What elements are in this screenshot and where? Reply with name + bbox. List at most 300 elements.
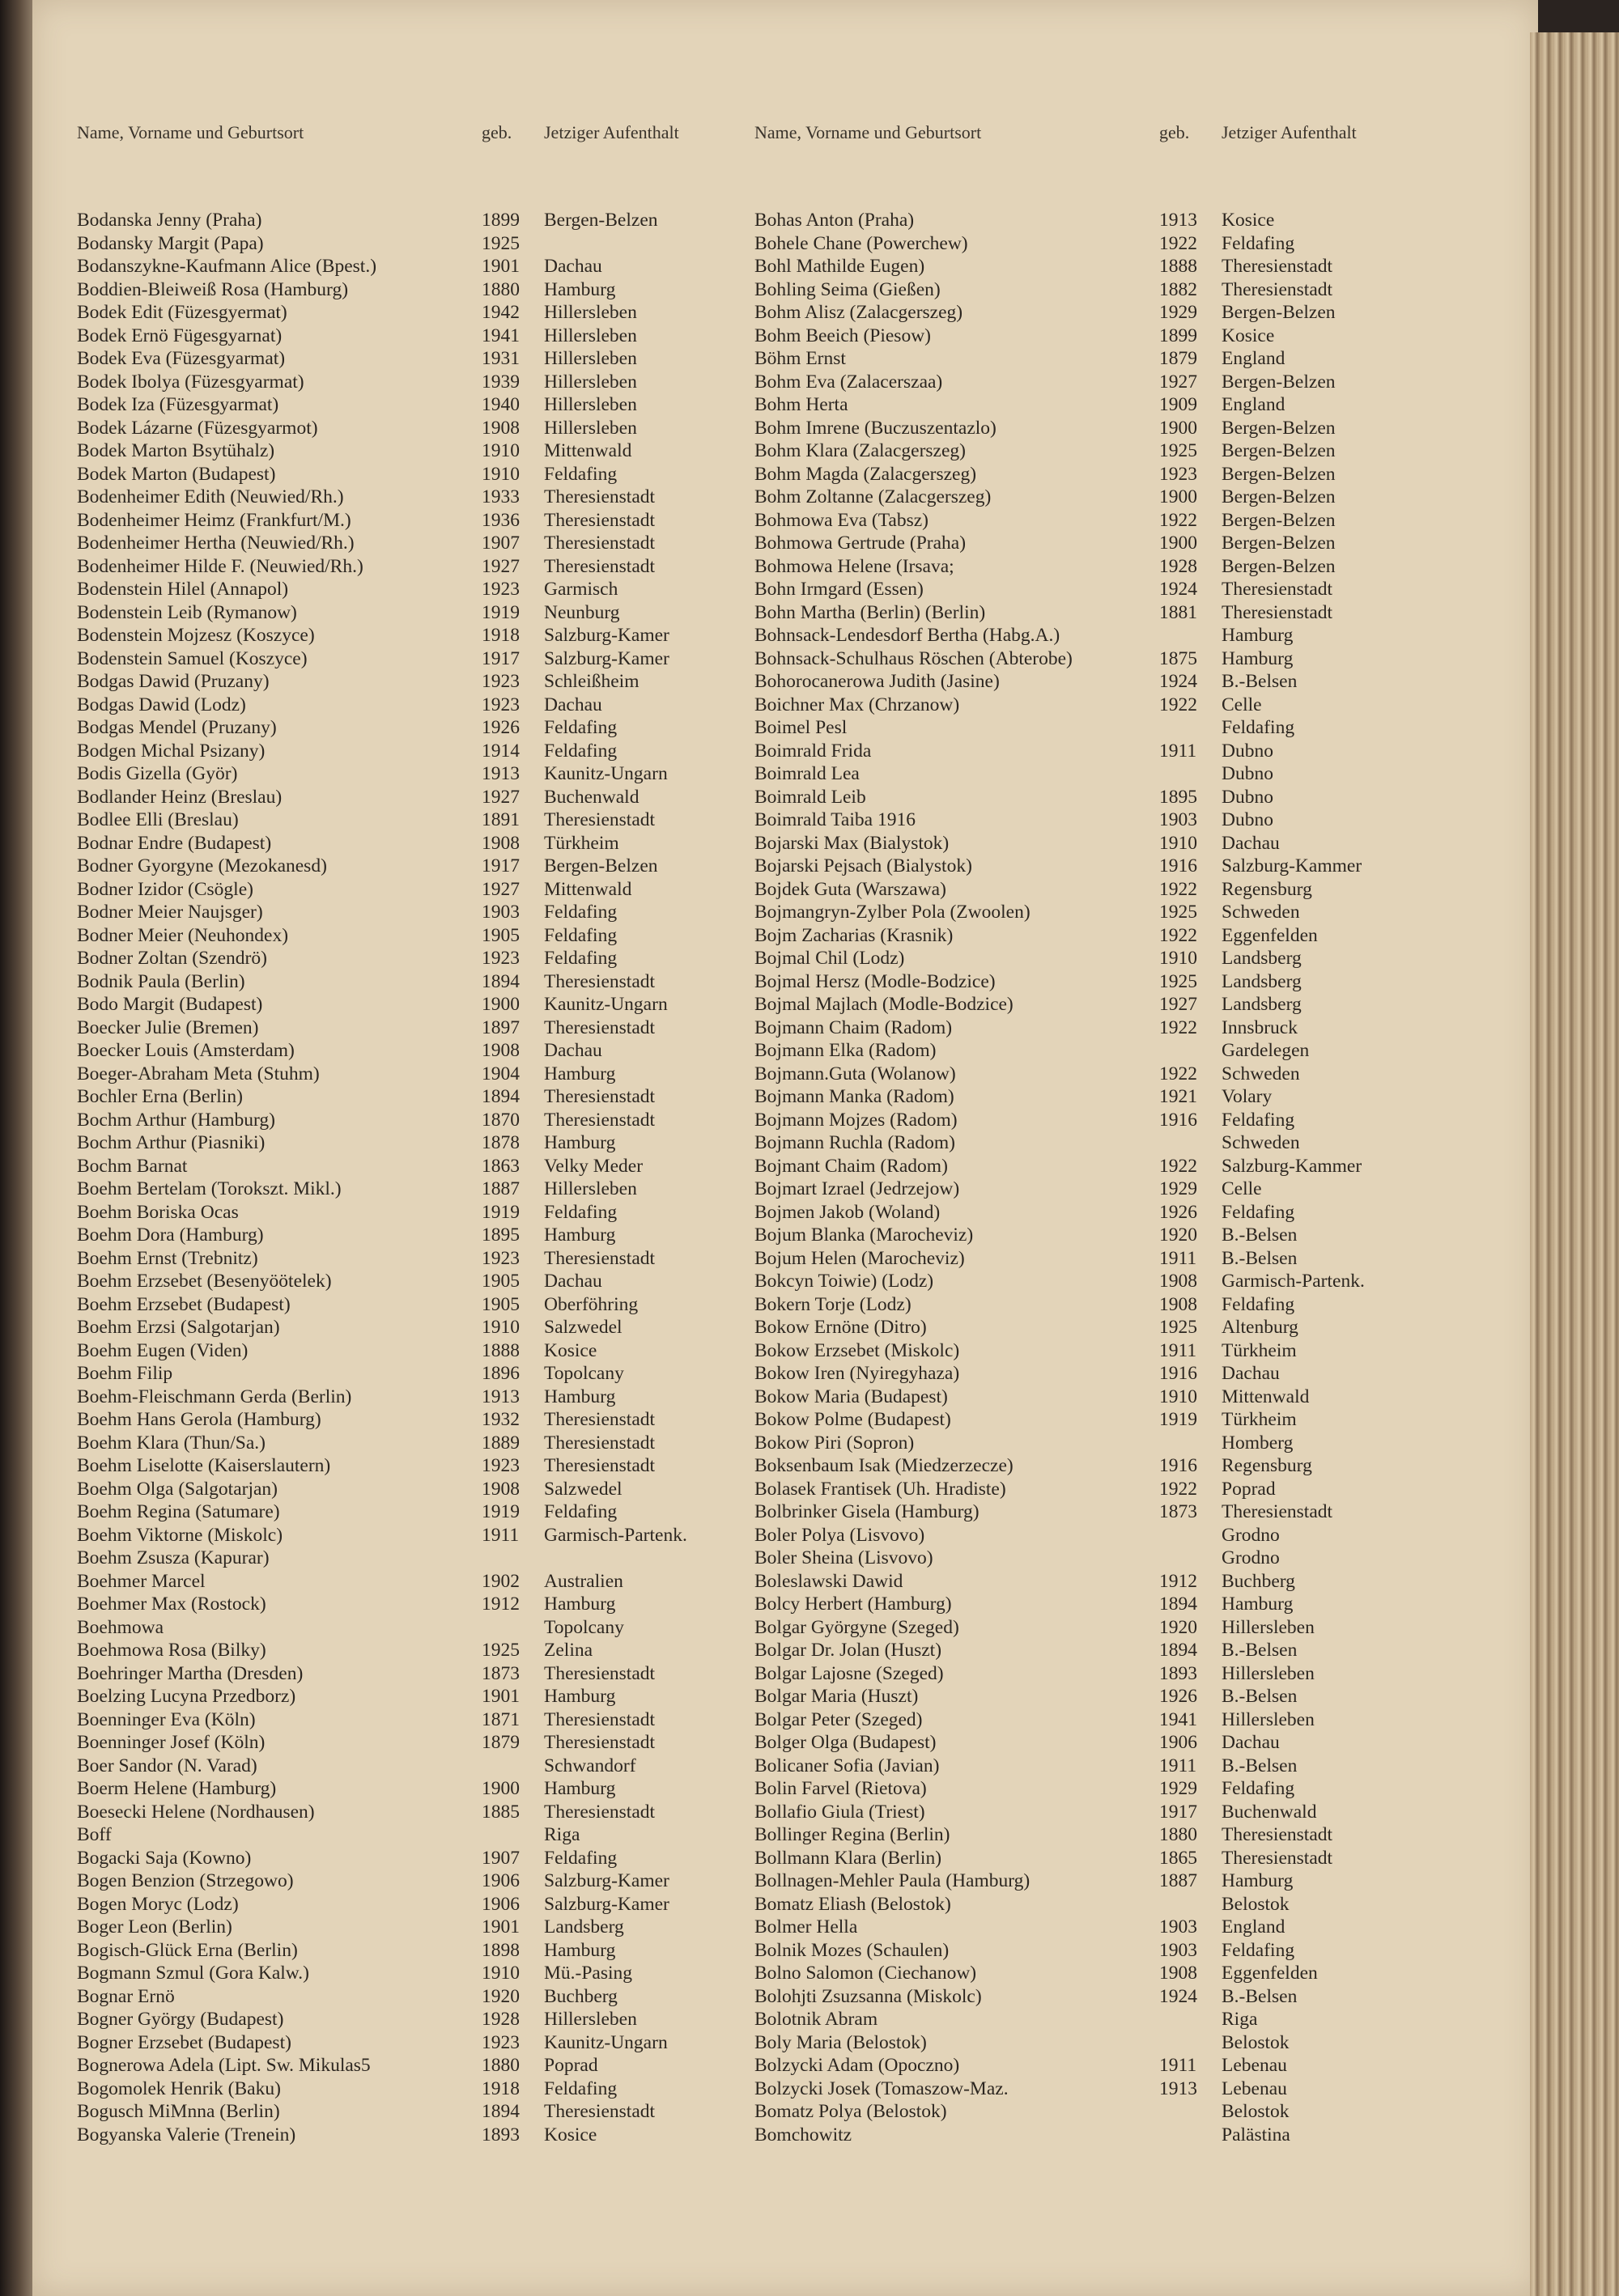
table-row (77, 301, 761, 325)
entry-name: Bojmann Elka (Radom) (754, 1040, 937, 1061)
entry-location: Theresienstadt (544, 1801, 656, 1823)
entry-location: Bergen-Belzen (544, 210, 658, 231)
entry-location: Hillersleben (544, 2009, 637, 2030)
entry-location: B.-Belsen (1222, 1247, 1298, 1269)
entry-name: Boeger-Abraham Meta (Stuhm) (77, 1063, 320, 1084)
entry-location: England (1222, 394, 1285, 415)
entry-name: Boecker Julie (Bremen) (77, 1016, 259, 1038)
entry-location: Zelina (544, 1640, 593, 1661)
entry-location: B.-Belsen (1222, 1755, 1298, 1776)
entry-location: Feldafing (1222, 1201, 1295, 1223)
entry-location: Eggenfelden (1222, 924, 1318, 946)
entry-birth-year: 1910 (482, 440, 520, 461)
table-row (77, 786, 761, 809)
table-row (77, 1962, 761, 1985)
entry-location: Theresienstadt (544, 1432, 656, 1454)
entry-name: Bollafio Giula (Triest) (754, 1801, 925, 1823)
entry-location: Türkheim (1222, 1409, 1297, 1430)
table-row (754, 278, 1438, 302)
left-column (77, 121, 761, 2146)
entry-birth-year: 1920 (482, 1985, 520, 2007)
entry-location: Topolcany (544, 1616, 624, 1638)
table-row (77, 1224, 761, 1247)
table-row (754, 347, 1438, 371)
table-row (754, 993, 1438, 1016)
table-row (754, 1432, 1438, 1455)
entry-name: Boehmowa Rosa (Bilky) (77, 1640, 266, 1661)
table-row (754, 670, 1438, 694)
entry-location: Australien (544, 1570, 623, 1592)
entry-location: Hamburg (544, 1132, 616, 1153)
entry-location: Bergen-Belzen (1222, 371, 1336, 393)
entry-location: Feldafing (544, 463, 618, 485)
entry-location: Hamburg (544, 1386, 616, 1407)
entry-birth-year: 1895 (1159, 786, 1197, 808)
entry-birth-year: 1910 (1159, 1386, 1197, 1407)
table-row (754, 509, 1438, 533)
entry-name: Bogen Benzion (Strzegowo) (77, 1870, 294, 1891)
table-row (77, 647, 761, 671)
entry-location: Bergen-Belzen (544, 855, 658, 876)
table-row (77, 578, 761, 601)
entry-location: Poprad (544, 2055, 598, 2076)
entry-location: Kosice (1222, 210, 1275, 231)
table-row (754, 832, 1438, 855)
entry-location: Kaunitz-Ungarn (544, 763, 668, 784)
entry-birth-year (1159, 2008, 1222, 2031)
entry-name: Bogacki Saja (Kowno) (77, 1847, 252, 1869)
entry-birth-year: 1905 (482, 924, 520, 946)
table-row (77, 1801, 761, 1824)
entry-birth-year (1159, 716, 1222, 740)
entry-location: Theresienstadt (544, 486, 656, 507)
table-row (77, 1109, 761, 1132)
entry-location: Theresienstadt (1222, 1501, 1333, 1522)
entry-name: Bodanszykne-Kaufmann Alice (Bpest.) (77, 256, 377, 277)
table-row (77, 901, 761, 924)
entry-name: Bojdek Guta (Warszawa) (754, 878, 946, 900)
table-row (77, 1570, 761, 1594)
table-row (77, 947, 761, 970)
entry-birth-year: 1923 (1159, 463, 1197, 485)
entry-name: Bokern Torje (Lodz) (754, 1293, 911, 1315)
table-row (754, 1386, 1438, 1409)
entry-birth-year: 1925 (1159, 440, 1197, 461)
entry-name: Boddien-Bleiweiß Rosa (Hamburg) (77, 278, 349, 300)
entry-name: Bodgas Mendel (Pruzany) (77, 717, 277, 738)
header-location: Jetziger Aufenthalt (544, 122, 679, 142)
entry-birth-year: 1871 (482, 1708, 520, 1730)
entry-birth-year: 1903 (1159, 809, 1197, 830)
entry-location: Theresienstadt (1222, 579, 1333, 600)
entry-location: Topolcany (544, 1363, 624, 1384)
table-row (754, 762, 1438, 786)
entry-location: Dubno (1222, 786, 1273, 808)
entry-name: Boer Sandor (N. Varad) (77, 1755, 257, 1776)
entry-location: Buchberg (544, 1985, 618, 2007)
entry-location: Dachau (1222, 1363, 1280, 1384)
entry-name: Bodek Edit (Füzesgyermat) (77, 302, 287, 323)
entry-name: Bohmowa Gertrude (Praha) (754, 533, 967, 554)
entry-location: Schwandorf (544, 1755, 636, 1776)
entry-location: Hamburg (1222, 647, 1294, 669)
entry-birth-year: 1901 (482, 1916, 520, 1937)
table-row (77, 555, 761, 579)
table-row (77, 1823, 761, 1847)
entry-birth-year: 1908 (1159, 1963, 1197, 1984)
entry-location: Theresienstadt (544, 1409, 656, 1430)
table-row (77, 532, 761, 555)
left-column-header (77, 121, 761, 170)
table-row (754, 1270, 1438, 1293)
entry-birth-year: 1896 (482, 1363, 520, 1384)
entry-birth-year: 1914 (482, 740, 520, 762)
entry-birth-year: 1941 (1159, 1708, 1197, 1730)
entry-location: Theresienstadt (544, 533, 656, 554)
table-row (754, 1478, 1438, 1501)
table-row (77, 1708, 761, 1732)
table-row (754, 255, 1438, 278)
entry-birth-year (1159, 1893, 1222, 1916)
entry-name: Bolin Farvel (Rietova) (754, 1778, 927, 1799)
table-row (77, 417, 761, 440)
table-row (77, 1985, 761, 2009)
table-row (77, 670, 761, 694)
entry-birth-year: 1893 (1159, 1662, 1197, 1684)
entry-birth-year: 1905 (482, 1271, 520, 1292)
entry-birth-year: 1889 (482, 1432, 520, 1454)
entry-name: Boehmer Max (Rostock) (77, 1594, 266, 1615)
entry-location: Neunburg (544, 601, 620, 623)
table-row (754, 924, 1438, 948)
entry-name: Bolgar Lajosne (Szeged) (754, 1662, 944, 1684)
table-row (754, 694, 1438, 717)
table-row (754, 555, 1438, 579)
entry-location: Feldafing (544, 1201, 618, 1223)
table-row (754, 647, 1438, 671)
entry-birth-year: 1919 (482, 1501, 520, 1522)
entry-birth-year: 1882 (1159, 278, 1197, 300)
entry-birth-year: 1904 (482, 1063, 520, 1084)
table-row (754, 1777, 1438, 1801)
entry-name: Bohm Alisz (Zalacgerszeg) (754, 302, 963, 323)
entry-birth-year: 1880 (482, 2055, 520, 2076)
entry-location: Theresienstadt (1222, 1847, 1333, 1869)
entry-name: Boehm Hans Gerola (Hamburg) (77, 1409, 321, 1430)
table-row (77, 2054, 761, 2077)
entry-name: Bochm Arthur (Piasniki) (77, 1132, 266, 1153)
entry-name: Bojmann Manka (Radom) (754, 1086, 954, 1107)
table-row (754, 1408, 1438, 1432)
entry-location: Hillersleben (1222, 1616, 1315, 1638)
entry-birth-year (1159, 1547, 1222, 1570)
entry-location: Hillersleben (544, 348, 637, 369)
entry-name: Boksenbaum Isak (Miedzerzecze) (754, 1455, 1013, 1476)
entry-birth-year: 1909 (1159, 394, 1197, 415)
table-row (754, 1316, 1438, 1339)
entry-name: Boimrald Taiba 1916 (754, 809, 916, 830)
entry-name: Boehm Zsusza (Kapurar) (77, 1547, 270, 1568)
entry-location: Salzburg-Kamer (544, 647, 669, 669)
entry-birth-year (482, 1823, 544, 1847)
table-row (754, 532, 1438, 555)
entry-birth-year: 1908 (482, 1040, 520, 1061)
table-row (77, 1869, 761, 1893)
entry-birth-year: 1900 (1159, 486, 1197, 507)
entry-name: Bojum Helen (Marocheviz) (754, 1247, 965, 1269)
entry-name: Bojmen Jakob (Woland) (754, 1201, 941, 1223)
entry-birth-year: 1903 (1159, 1939, 1197, 1961)
table-row (77, 832, 761, 855)
entry-location: Eggenfelden (1222, 1963, 1318, 1984)
entry-name: Bollmann Klara (Berlin) (754, 1847, 942, 1869)
entry-birth-year: 1902 (482, 1570, 520, 1592)
table-row (754, 2077, 1438, 2101)
header-name: Name, Vorname und Geburtsort (754, 122, 982, 142)
entry-birth-year: 1912 (482, 1594, 520, 1615)
table-row (77, 1316, 761, 1339)
entry-birth-year: 1923 (482, 579, 520, 600)
entry-name: Boly Maria (Belostok) (754, 2031, 927, 2053)
entry-birth-year: 1922 (1159, 924, 1197, 946)
entry-birth-year: 1929 (1159, 302, 1197, 323)
table-row (77, 1016, 761, 1040)
entry-name: Boelzing Lucyna Przedborz) (77, 1686, 296, 1707)
entry-name: Bojmant Chaim (Radom) (754, 1155, 948, 1177)
entry-birth-year: 1916 (1159, 1363, 1197, 1384)
table-row (754, 1801, 1438, 1824)
entry-location: Kosice (544, 1339, 597, 1361)
table-row (754, 1570, 1438, 1594)
entry-name: Bodenstein Mojzesz (Koszyce) (77, 625, 315, 646)
table-row (77, 1916, 761, 1939)
entry-birth-year: 1910 (482, 1317, 520, 1338)
entry-location: Hillersleben (544, 394, 637, 415)
entry-name: Bohn Irmgard (Essen) (754, 579, 924, 600)
entry-birth-year: 1873 (1159, 1501, 1197, 1522)
entry-location: Innsbruck (1222, 1016, 1298, 1038)
entry-location: Volary (1222, 1086, 1273, 1107)
entry-birth-year: 1893 (482, 2124, 520, 2145)
entry-birth-year: 1919 (482, 601, 520, 623)
entry-name: Bolgar Dr. Jolan (Huszt) (754, 1640, 942, 1661)
entry-location: Garmisch-Partenk. (1222, 1271, 1365, 1292)
entry-location: Feldafing (544, 1847, 618, 1869)
table-row (754, 1662, 1438, 1686)
table-row (754, 393, 1438, 417)
entry-name: Bodenheimer Heimz (Frankfurt/M.) (77, 509, 351, 531)
entry-birth-year: 1911 (1159, 2055, 1197, 2076)
table-row (754, 1039, 1438, 1063)
entry-location: Dachau (544, 1040, 602, 1061)
entry-location: Theresienstadt (544, 1732, 656, 1753)
entry-location: Belostok (1222, 1893, 1290, 1915)
entry-name: Bolcy Herbert (Hamburg) (754, 1594, 952, 1615)
entry-birth-year: 1917 (1159, 1801, 1197, 1823)
entry-location: Bergen-Belzen (1222, 417, 1336, 439)
entry-birth-year: 1913 (1159, 210, 1197, 231)
entry-name: Bogen Moryc (Lodz) (77, 1893, 239, 1915)
entry-name: Boleslawski Dawid (754, 1570, 903, 1592)
entry-birth-year: 1925 (1159, 1317, 1197, 1338)
entry-location: Feldafing (544, 2077, 618, 2099)
entry-name: Boehm Erzsi (Salgotarjan) (77, 1317, 280, 1338)
table-row (77, 1131, 761, 1155)
entry-location: Theresienstadt (544, 2101, 656, 2122)
entry-name: Boehm Regina (Satumare) (77, 1501, 280, 1522)
table-row (77, 740, 761, 763)
table-row (754, 2124, 1438, 2147)
table-row (77, 1524, 761, 1547)
entry-birth-year: 1887 (482, 1178, 520, 1199)
entry-location: Homberg (1222, 1432, 1294, 1454)
entry-location: Schweden (1222, 902, 1300, 923)
entry-name: Bodek Lázarne (Füzesgyarmot) (77, 417, 318, 439)
entry-name: Bochler Erna (Berlin) (77, 1086, 243, 1107)
table-row (754, 1454, 1438, 1478)
entry-location: Belostok (1222, 2101, 1290, 2122)
entry-birth-year: 1906 (1159, 1732, 1197, 1753)
entry-name: Bohm Zoltanne (Zalacgerszeg) (754, 486, 992, 507)
entry-birth-year: 1929 (1159, 1178, 1197, 1199)
table-row (754, 1685, 1438, 1708)
entry-birth-year: 1905 (482, 1293, 520, 1315)
entry-name: Boehm Erzsebet (Besenyöötelek) (77, 1271, 332, 1292)
entry-location: Mittenwald (544, 878, 632, 900)
entry-name: Bodlander Heinz (Breslau) (77, 786, 283, 808)
table-row (77, 716, 761, 740)
entry-location: Oberföhring (544, 1293, 639, 1315)
table-row (77, 2100, 761, 2124)
entry-name: Bodenheimer Hertha (Neuwied/Rh.) (77, 533, 355, 554)
entry-birth-year: 1921 (1159, 1086, 1197, 1107)
entry-location: Landsberg (1222, 994, 1302, 1015)
entry-birth-year (1159, 2124, 1222, 2147)
entry-location: Theresienstadt (544, 1016, 656, 1038)
table-row (77, 1408, 761, 1432)
entry-birth-year: 1908 (482, 417, 520, 439)
entry-name: Boehringer Martha (Dresden) (77, 1662, 304, 1684)
table-row (754, 1524, 1438, 1547)
table-row (77, 255, 761, 278)
entry-location: Theresienstadt (544, 1662, 656, 1684)
entry-birth-year: 1927 (482, 555, 520, 577)
entry-location: Mittenwald (544, 440, 632, 461)
entry-name: Bokow Erzsebet (Miskolc) (754, 1339, 960, 1361)
entry-birth-year: 1924 (1159, 579, 1197, 600)
entry-birth-year (1159, 2031, 1222, 2055)
entry-name: Bodenstein Leib (Rymanow) (77, 601, 297, 623)
table-row (77, 509, 761, 533)
table-row (77, 2124, 761, 2147)
entry-name: Bojm Zacharias (Krasnik) (754, 924, 954, 946)
entry-location: Feldafing (1222, 1293, 1295, 1315)
entry-location: Feldafing (1222, 717, 1295, 738)
entry-location: Dachau (544, 256, 602, 277)
entry-location: Theresienstadt (1222, 1824, 1333, 1845)
table-row (77, 1639, 761, 1662)
entry-birth-year: 1888 (482, 1339, 520, 1361)
entry-birth-year: 1910 (1159, 948, 1197, 969)
entry-location: England (1222, 1916, 1285, 1937)
entry-location: Bergen-Belzen (1222, 463, 1336, 485)
entry-birth-year: 1910 (482, 463, 520, 485)
entry-name: Boler Sheina (Lisvovo) (754, 1547, 933, 1568)
entry-birth-year: 1941 (482, 325, 520, 346)
table-row (754, 2031, 1438, 2055)
entry-location: Salzburg-Kamer (544, 625, 669, 646)
entry-location: Salzburg-Kammer (1222, 855, 1362, 876)
entry-location: Buchenwald (544, 786, 640, 808)
entry-birth-year: 1913 (1159, 2077, 1197, 2099)
table-row (77, 1201, 761, 1224)
entry-location: Hillersleben (1222, 1708, 1315, 1730)
entry-name: Bodgas Dawid (Pruzany) (77, 671, 270, 692)
entry-location: Salzwedel (544, 1317, 623, 1338)
entry-location: Bergen-Belzen (1222, 555, 1336, 577)
entry-location: Kaunitz-Ungarn (544, 994, 668, 1015)
header-year: geb. (482, 122, 512, 142)
entry-birth-year: 1912 (1159, 1570, 1197, 1592)
entry-location (544, 1547, 761, 1570)
entry-name: Bohm Magda (Zalacgerszeg) (754, 463, 977, 485)
entry-name: Bolnik Mozes (Schaulen) (754, 1939, 950, 1961)
right-column (754, 121, 1438, 2146)
entry-location: Theresienstadt (544, 1247, 656, 1269)
entry-location: Landsberg (544, 1916, 624, 1937)
table-row (754, 808, 1438, 832)
entry-location: Lebenau (1222, 2077, 1287, 2099)
entry-name: Bojmangryn-Zylber Pola (Zwoolen) (754, 902, 1030, 923)
table-row (754, 1593, 1438, 1616)
entry-location: Dubno (1222, 809, 1273, 830)
entry-birth-year: 1932 (482, 1409, 520, 1430)
table-row (754, 1293, 1438, 1317)
entry-name: Boecker Louis (Amsterdam) (77, 1040, 295, 1061)
entry-name: Boehm-Fleischmann Gerda (Berlin) (77, 1386, 352, 1407)
entry-name: Bohnsack-Schulhaus Röschen (Abterobe) (754, 647, 1073, 669)
entry-location: Feldafing (544, 948, 618, 969)
table-row (754, 601, 1438, 625)
entry-name: Boesecki Helene (Nordhausen) (77, 1801, 315, 1823)
entry-name: Boehm Liselotte (Kaiserslautern) (77, 1455, 331, 1476)
entry-location: England (1222, 348, 1285, 369)
entry-name: Bohmowa Eva (Tabsz) (754, 509, 929, 531)
table-row (754, 2054, 1438, 2077)
right-column-header (754, 121, 1438, 170)
entry-birth-year: 1913 (482, 1386, 520, 1407)
table-row (77, 325, 761, 348)
entry-name: Bodek Eva (Füzesgyarmat) (77, 348, 286, 369)
table-row (77, 1085, 761, 1109)
entry-location: Garmisch (544, 579, 618, 600)
entry-name: Boehmowa (77, 1616, 164, 1638)
entry-birth-year: 1908 (1159, 1293, 1197, 1315)
entry-location: Salzburg-Kamer (544, 1870, 669, 1891)
entry-location: Landsberg (1222, 970, 1302, 992)
entry-name: Bolbrinker Gisela (Hamburg) (754, 1501, 979, 1522)
table-row (77, 1500, 761, 1524)
table-row (754, 1847, 1438, 1870)
entry-name: Boff (77, 1824, 112, 1845)
table-row (754, 301, 1438, 325)
entry-birth-year: 1885 (482, 1801, 520, 1823)
right-rows (754, 209, 1438, 2146)
entry-birth-year: 1922 (1159, 232, 1197, 254)
entry-name: Bodis Gizella (Györ) (77, 763, 238, 784)
entry-location: Theresienstadt (1222, 278, 1333, 300)
entry-location: Theresienstadt (544, 1708, 656, 1730)
